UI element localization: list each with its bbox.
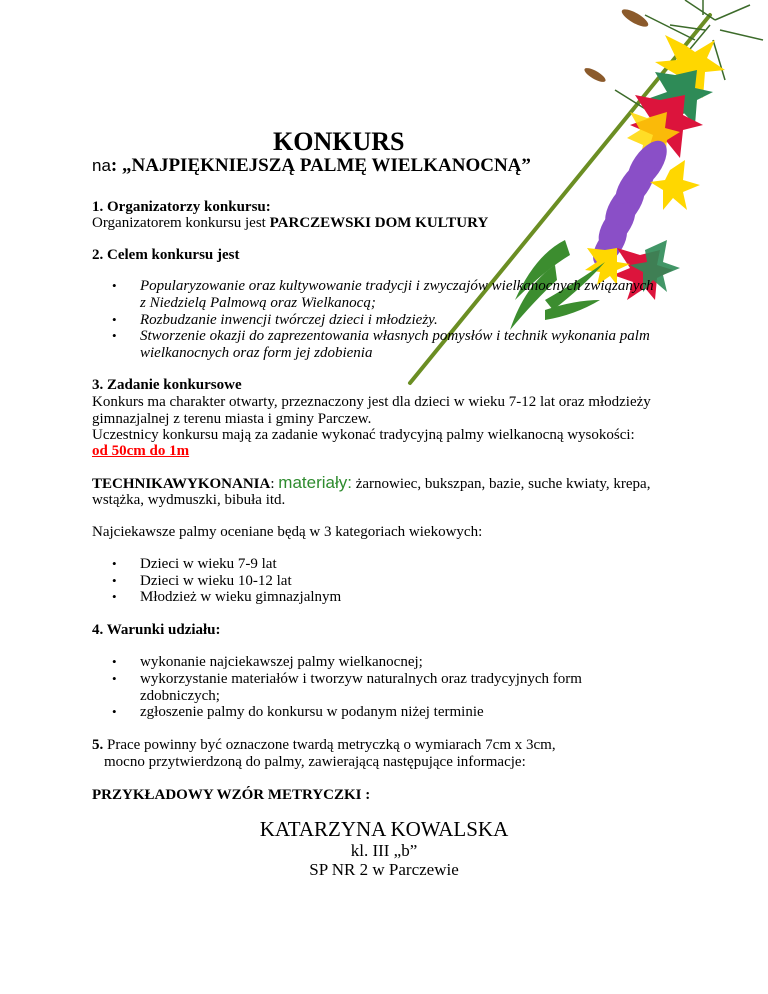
category-item-1: Dzieci w wieku 7-9 lat: [140, 556, 277, 572]
bullet-icon: •: [112, 312, 117, 327]
categories-intro: Najciekawsze palmy oceniane będą w 3 kategoriach wiekowych:: [92, 524, 483, 540]
organizer-name: PARCZEWSKI DOM KULTURY: [269, 215, 489, 231]
example-school: SP NR 2 w Parczewie: [309, 860, 459, 879]
bullet-icon: •: [112, 671, 117, 686]
condition-item-3: zgłoszenie palmy do konkursu w podanym niżej terminie: [140, 704, 484, 720]
condition-item-2a: wykorzystanie materiałów i tworzyw naturalnych oraz tradycyjnych form: [140, 671, 582, 687]
goal-item-3a: Stworzenie okazji do zaprezentowania własnych pomysłów i technik wykonania palm: [140, 328, 650, 344]
section5-number: 5.: [92, 737, 104, 753]
section3-line-2: gimnazjalnej z terenu miasta i gminy Parczew.: [92, 411, 372, 427]
materials-list: żarnowiec, bukszpan, bazie, suche kwiaty, krepa,: [351, 476, 651, 492]
bullet-icon: •: [112, 654, 117, 669]
goal-item-1a: Popularyzowanie oraz kultywowanie tradycji i zwyczajów wielkanocnych związanych: [140, 278, 654, 294]
bullet-icon: •: [112, 328, 117, 343]
technique-colon: :: [270, 476, 279, 492]
category-item-2: Dzieci w wieku 10-12 lat: [140, 573, 292, 589]
example-heading: PRZYKŁADOWY WZÓR METRYCZKI :: [92, 787, 371, 803]
section1-text: [92, 214, 488, 232]
section5-line-2: mocno przytwierdzoną do palmy, zawierającą następujące informacje:: [104, 754, 526, 770]
condition-item-2b: zdobniczych;: [140, 688, 220, 704]
palm-size-requirement: od 50cm do 1m: [92, 443, 190, 459]
technique-line-2: wstążka, wydmuszki, bibuła itd.: [92, 492, 286, 508]
materials-label: materiały:: [278, 473, 352, 492]
section2-heading: 2. Celem konkursu jest: [92, 247, 240, 263]
palm-flowers: [627, 35, 725, 160]
subtitle-main: : „NAJPIĘKNIEJSZĄ PALMĘ WIELKANOCNĄ”: [110, 155, 531, 176]
goal-item-2: Rozbudzanie inwencji twórczej dzieci i młodzieży.: [140, 312, 438, 328]
goal-item-1b: z Niedzielą Palmową oraz Wielkanocą;: [140, 295, 376, 311]
subtitle-prefix: na: [92, 156, 111, 175]
section4-heading: 4. Warunki udziału:: [92, 622, 221, 638]
bullet-icon: •: [112, 589, 117, 604]
category-item-3: Młodzież w wieku gimnazjalnym: [140, 589, 342, 605]
page-title: KONKURS: [273, 127, 405, 156]
goal-item-3b: wielkanocnych oraz form jej zdobienia: [140, 345, 373, 361]
palm-bulrush: [583, 6, 651, 84]
example-class: kl. III „b”: [350, 841, 418, 860]
technique-label: TECHNIKAWYKONANIA: [92, 476, 271, 492]
section1-heading: 1. Organizatorzy konkursu:: [92, 199, 271, 215]
section1-sentence: Organizatorem konkursu jest: [92, 215, 270, 231]
section3-heading: 3. Zadanie konkursowe: [92, 377, 242, 393]
section3-line-1: Konkurs ma charakter otwarty, przeznaczony jest dla dzieci w wieku 7-12 lat oraz młodzieży: [92, 394, 651, 410]
condition-item-1: wykonanie najciekawszej palmy wielkanocnej;: [140, 654, 423, 670]
section5-line-1: [92, 736, 556, 754]
page-subtitle: [92, 155, 531, 177]
section3-line-3: Uczestnicy konkursu mają za zadanie wykonać tradycyjną palmy wielkanocną wysokości:: [92, 427, 635, 443]
bullet-icon: •: [112, 278, 117, 293]
bullet-icon: •: [112, 556, 117, 571]
section5-text: Prace powinny być oznaczone twardą metryczką o wymiarach 7cm x 3cm,: [103, 737, 556, 753]
bullet-icon: •: [112, 704, 117, 719]
example-name: KATARZYNA KOWALSKA: [259, 817, 509, 841]
bullet-icon: •: [112, 573, 117, 588]
